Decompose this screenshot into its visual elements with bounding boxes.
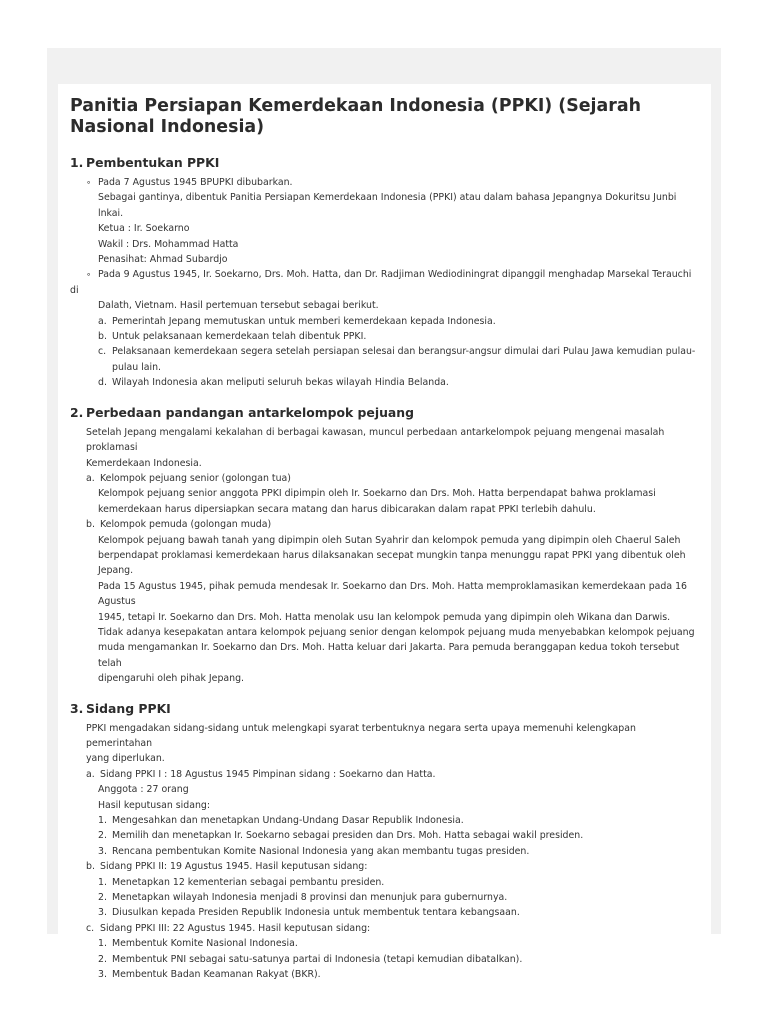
bullet-line: Wakil : Drs. Mohammad Hatta bbox=[98, 238, 239, 250]
item-text: Menetapkan 12 kementerian sebagai pembantu presiden. bbox=[112, 876, 385, 888]
group-text: Pada 15 Agustus 1945, pihak pemuda mendesak Ir. Soekarno dan Drs. Moh. Hatta memproklamasikan kemerdekaan pada 16 Agustus bbox=[98, 580, 688, 608]
section-number: 3. bbox=[70, 700, 84, 716]
numbered-item bbox=[70, 890, 699, 905]
numbered-item bbox=[70, 905, 699, 920]
group-marker: c. bbox=[86, 922, 95, 934]
item-text: Diusulkan kepada Presiden Republik Indonesia untuk membentuk tentara kebangsaan. bbox=[112, 907, 520, 919]
bullet-line: Penasihat: Ahmad Subardjo bbox=[98, 254, 228, 266]
section-1 bbox=[70, 155, 699, 391]
section-2 bbox=[70, 405, 699, 687]
item-text: Membentuk PNI sebagai satu-satunya partai di Indonesia (tetapi kemudian dibatalkan). bbox=[112, 953, 523, 965]
group-text: muda mengamankan Ir. Soekarno dan Drs. Moh. Hatta keluar dari Jakarta. Para pemuda beranggapan kedua tokoh tersebut telah bbox=[98, 642, 680, 669]
group-marker: a. bbox=[86, 768, 95, 780]
item-text: Mengesahkan dan menetapkan Undang-Undang Dasar Republik Indonesia. bbox=[112, 815, 464, 827]
item-marker: a. bbox=[98, 315, 107, 327]
bullet-line: Dalath, Vietnam. Hasil pertemuan tersebut sebagai berikut. bbox=[98, 300, 379, 312]
numbered-item bbox=[70, 967, 699, 982]
item-number: 1. bbox=[98, 815, 107, 827]
group-marker: b. bbox=[86, 861, 95, 873]
group-text: kemerdekaan harus dipersiapkan secara matang dan harus dibicarakan dalam rapat PPKI terlebih dahulu. bbox=[98, 503, 596, 515]
group-text: 1945, tetapi Ir. Soekarno dan Drs. Moh. Hatta menolak usu Ian kelompok pemuda yang dipimpin oleh Wikana dan Darwis. bbox=[98, 611, 671, 623]
item-number: 3. bbox=[98, 969, 107, 981]
group-text: Tidak adanya kesepakatan antara kelompok pejuang senior dengan kelompok pejuang muda menyebabkan kelompok pejuang bbox=[98, 626, 695, 638]
numbered-item bbox=[70, 875, 699, 890]
section-intro: Kemerdekaan Indonesia. bbox=[86, 457, 202, 469]
group-marker: b. bbox=[86, 519, 95, 531]
item-text: Memilih dan menetapkan Ir. Soekarno sebagai presiden dan Drs. Moh. Hatta sebagai wakil presiden. bbox=[112, 830, 584, 842]
group-label bbox=[70, 921, 699, 936]
item-number: 1. bbox=[98, 876, 107, 888]
item-marker: c. bbox=[98, 346, 107, 358]
section-heading bbox=[70, 701, 699, 717]
group-label-text: Sidang PPKI III: 22 Agustus 1945. Hasil keputusan sidang: bbox=[100, 922, 371, 934]
section-intro: Setelah Jepang mengalami kekalahan di berbagai kawasan, muncul perbedaan antarkelompok pejuang mengenai masalah proklamasi bbox=[86, 426, 665, 454]
list-item bbox=[70, 329, 699, 344]
bullet-line bbox=[70, 175, 699, 190]
section-heading-text: Perbedaan pandangan antarkelompok pejuang bbox=[86, 404, 414, 420]
numbered-item bbox=[70, 844, 699, 859]
section-number: 2. bbox=[70, 404, 84, 420]
item-text: Membentuk Komite Nasional Indonesia. bbox=[112, 938, 298, 950]
bullet-text: Pada 9 Agustus 1945, Ir. Soekarno, Drs. Moh. Hatta, dan Dr. Radjiman Wediodiningrat dipanggil menghadap Marsekal Terauchi di bbox=[70, 269, 692, 296]
numbered-item bbox=[70, 828, 699, 843]
document-content bbox=[70, 155, 699, 983]
item-number: 2. bbox=[98, 830, 107, 842]
bullet-line: Ketua : Ir. Soekarno bbox=[98, 223, 190, 235]
group-text: Kelompok pejuang bawah tanah yang dipimpin oleh Sutan Syahrir dan kelompok pemuda yang dipimpin oleh Chaerul Saleh bbox=[98, 534, 681, 546]
group-text: Jepang. bbox=[98, 565, 134, 577]
group-label bbox=[70, 517, 699, 532]
item-continuation: pulau lain. bbox=[112, 361, 162, 373]
bullet-text: Pada 7 Agustus 1945 BPUPKI dibubarkan. bbox=[98, 177, 293, 188]
group-text: berpendapat proklamasi kemerdekaan harus dilaksanakan secepat mungkin tanpa menunggu rapat PPKI yang dibentuk oleh bbox=[98, 549, 686, 561]
item-text: Untuk pelaksanaan kemerdekaan telah dibentuk PPKI. bbox=[112, 331, 367, 343]
section-heading-text: Pembentukan PPKI bbox=[86, 155, 220, 170]
group-text: Anggota : 27 orang bbox=[98, 784, 189, 796]
section-number: 1. bbox=[70, 155, 84, 170]
bullet-icon: ∘ bbox=[86, 178, 92, 187]
item-number: 1. bbox=[98, 938, 107, 950]
item-number: 2. bbox=[98, 953, 107, 965]
numbered-item bbox=[70, 936, 699, 951]
group-text: dipengaruhi oleh pihak Jepang. bbox=[98, 673, 245, 685]
group-marker: a. bbox=[86, 472, 95, 484]
list-item bbox=[70, 314, 699, 329]
group-label-text: Kelompok pemuda (golongan muda) bbox=[100, 519, 272, 531]
group-text: Hasil keputusan sidang: bbox=[98, 799, 211, 811]
bullet-line bbox=[70, 267, 699, 298]
item-text: Pemerintah Jepang memutuskan untuk memberi kemerdekaan kepada Indonesia. bbox=[112, 315, 496, 327]
section-heading-text: Sidang PPKI bbox=[86, 700, 171, 716]
group-label bbox=[70, 859, 699, 874]
group-label bbox=[70, 767, 699, 782]
section-intro: PPKI mengadakan sidang-sidang untuk melengkapi syarat terbentuknya negara serta upaya memenuhi kelengkapan pemerintahan bbox=[86, 722, 636, 749]
item-number: 3. bbox=[98, 845, 107, 857]
group-label-text: Kelompok pejuang senior (golongan tua) bbox=[100, 472, 291, 484]
numbered-item bbox=[70, 813, 699, 828]
item-marker: b. bbox=[98, 331, 107, 343]
list-item bbox=[70, 344, 699, 359]
group-label-text: Sidang PPKI II: 19 Agustus 1945. Hasil keputusan sidang: bbox=[100, 861, 368, 873]
document-title: Panitia Persiapan Kemerdekaan Indonesia (PPKI) (Sejarah Nasional Indonesia) bbox=[70, 96, 641, 137]
item-text: Wilayah Indonesia akan meliputi seluruh bekas wilayah Hindia Belanda. bbox=[112, 377, 449, 389]
item-text: Pelaksanaan kemerdekaan segera setelah persiapan selesai dan berangsur-angsur dimulai dari Pulau Jawa kemudian pulau- bbox=[112, 346, 696, 358]
group-label bbox=[70, 471, 699, 486]
section-3 bbox=[70, 701, 699, 983]
numbered-item bbox=[70, 952, 699, 967]
section-intro: yang diperlukan. bbox=[86, 753, 165, 765]
item-text: Rencana pembentukan Komite Nasional Indonesia yang akan membantu tugas presiden. bbox=[112, 845, 530, 857]
item-number: 2. bbox=[98, 892, 107, 904]
item-marker: d. bbox=[98, 377, 107, 389]
list-item bbox=[70, 375, 699, 390]
section-heading bbox=[70, 405, 699, 421]
bullet-line: Sebagai gantinya, dibentuk Panitia Persiapan Kemerdekaan Indonesia (PPKI) atau dalam bahasa Jepangnya Dokuritsu Junbi lnkai. bbox=[98, 192, 677, 219]
item-text: Membentuk Badan Keamanan Rakyat (BKR). bbox=[112, 969, 321, 981]
item-number: 3. bbox=[98, 907, 107, 919]
document-page bbox=[58, 84, 711, 981]
group-label-text: Sidang PPKI I : 18 Agustus 1945 Pimpinan sidang : Soekarno dan Hatta. bbox=[100, 768, 436, 780]
bullet-icon: ∘ bbox=[86, 270, 92, 280]
group-text: Kelompok pejuang senior anggota PPKI dipimpin oleh Ir. Soekarno dan Drs. Moh. Hatta berpendapat bahwa proklamasi bbox=[98, 488, 656, 500]
section-heading bbox=[70, 155, 699, 171]
item-text: Menetapkan wilayah Indonesia menjadi 8 provinsi dan menunjuk para gubernurnya. bbox=[112, 892, 508, 904]
